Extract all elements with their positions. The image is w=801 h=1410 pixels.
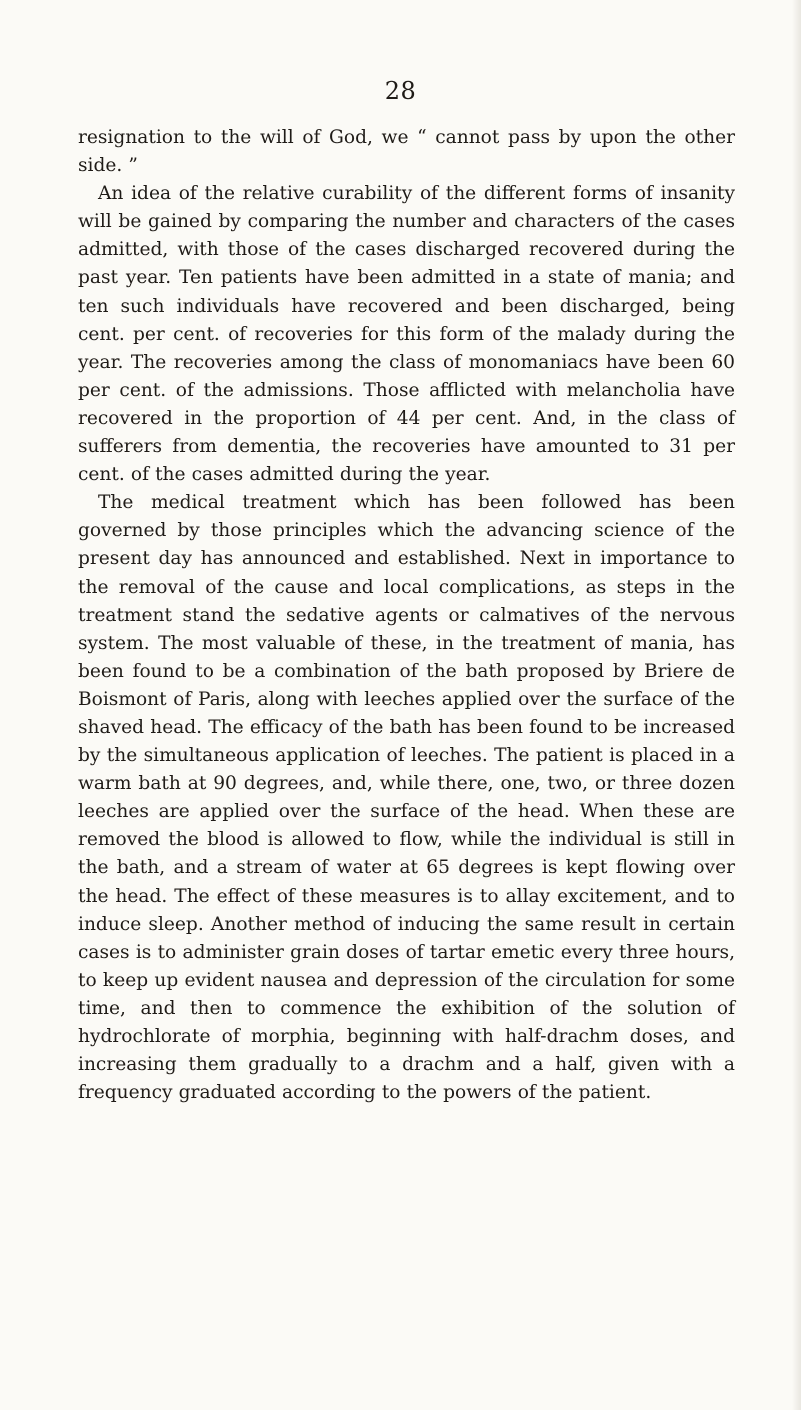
paragraph-curability-insanity: An idea of the relative curability of the different forms of insanity will be gained by comparing the number and characters of the cases admitted, with those of the cases discharged recovered during the past year. Ten patients have been admitted in a state of mania; and ten such individuals have recovered and been discharged, being cent. per cent. of recoveries for this form of the malady during the year. The recoveries among the class of monomaniacs have been 60 per cent. of the admissions. Those afflicted with melancholia have recovered in the proportion of 44 per cent. And, in the class of sufferers from dementia, the recoveries have amounted to 31 per cent. of the cases admitted during the year.	[78, 183, 735, 486]
body-text	[78, 124, 735, 1107]
paragraph-continuation: resignation to the will of God, we “ cannot pass by upon the other side. ”	[78, 127, 735, 177]
page-edge-shadow	[792, 0, 801, 1410]
paragraph-medical-treatment: The medical treatment which has been followed has been governed by those principles which the advancing science of the present day has announced and established. Next in importance to the removal of the cause and local complications, as steps in the treatment stand the sedative agents or calmatives of the nervous system. The most valuable of these, in the treatment of mania, has been found to be a combination of the bath proposed by Briere de Boismont of Paris, along with leeches applied over the surface of the shaved head. The efficacy of the bath has been found to be increased by the simultaneous application of leeches. The patient is placed in a warm bath at 90 degrees, and, while there, one, two, or three dozen leeches are applied over the surface of the head. When these are removed the blood is allowed to flow, while the individual is still in the bath, and a stream of water at 65 degrees is kept flowing over the head. The effect of these measures is to allay excitement, and to induce sleep. Another method of inducing the same result in certain cases is to administer grain doses of tartar emetic every three hours, to keep up evident nausea and depression of the circulation for some time, and then to commence the exhibition of the solution of hydrochlorate of morphia, beginning with half-drachm doses, and increasing them gradually to a drachm and a half, given with a frequency graduated according to the powers of the patient.	[78, 492, 735, 1104]
page-number: 28	[384, 77, 417, 105]
